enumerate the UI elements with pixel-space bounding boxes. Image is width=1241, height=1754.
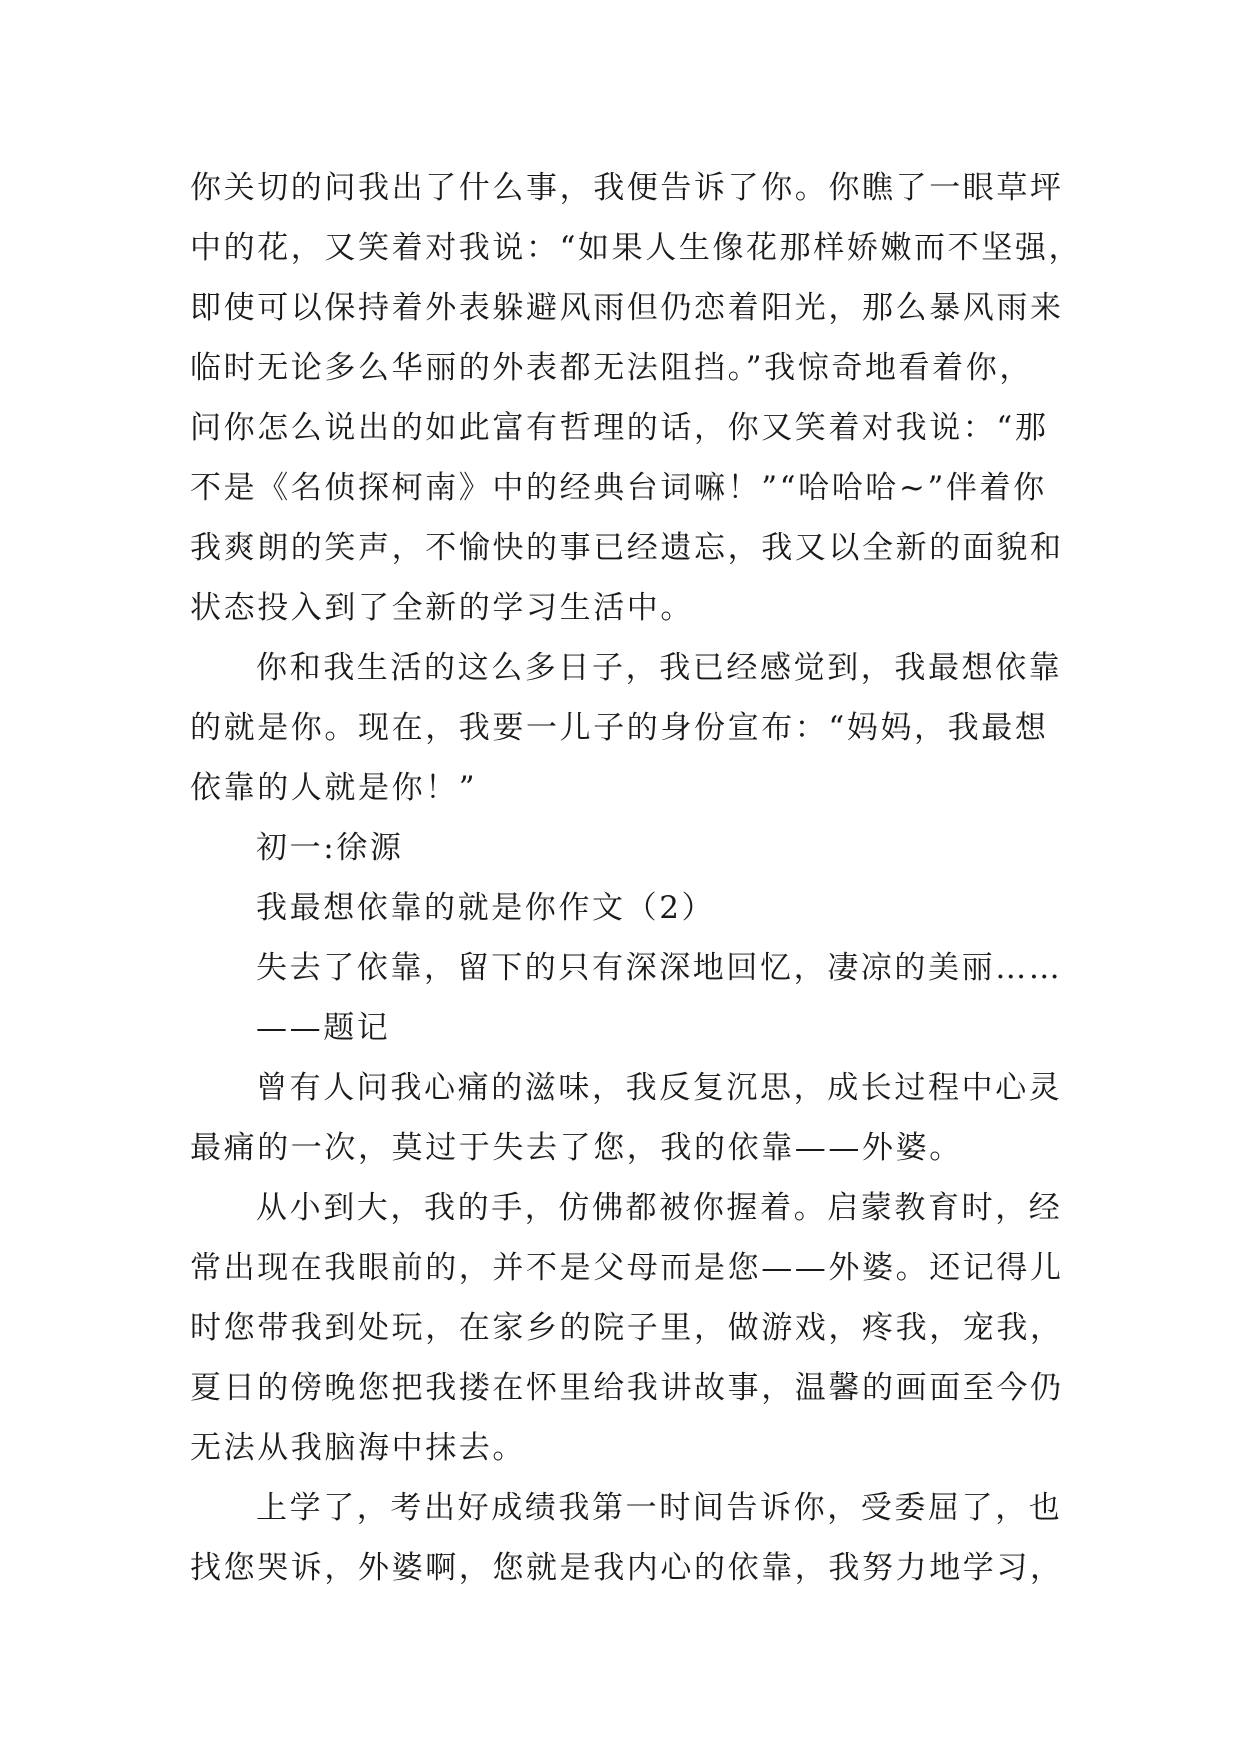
text-line: 我最想依靠的就是你作文（2） [256,890,716,926]
text-line: 的就是你。现在，我要一儿子的身份宣布：“妈妈，我最想 [190,710,1049,746]
text-line: 最痛的一次，莫过于失去了您，我的依靠——外婆。 [190,1130,963,1166]
text-line: 时您带我到处玩，在家乡的院子里，做游戏，疼我，宠我， [190,1310,1064,1346]
text-line: 失去了依靠，留下的只有深深地回忆，凄凉的美丽…… [256,950,1063,986]
text-line: 初一:徐源 [256,830,404,866]
text-line: 常出现在我眼前的，并不是父母而是您——外婆。还记得儿 [190,1250,1064,1286]
text-line: 依靠的人就是你！” [190,770,478,806]
text-line: 找您哭诉，外婆啊，您就是我内心的依靠，我努力地学习， [190,1550,1064,1586]
text-line: 状态投入到了全新的学习生活中。 [190,590,694,626]
text-line: ——题记 [256,1010,391,1046]
text-line: 夏日的傍晚您把我搂在怀里给我讲故事，温馨的画面至今仍 [190,1370,1064,1406]
text-line: 你关切的问我出了什么事，我便告诉了你。你瞧了一眼草坪 [190,170,1064,206]
text-line: 问你怎么说出的如此富有哲理的话，你又笑着对我说：“那 [190,410,1049,446]
text-line: 曾有人问我心痛的滋味，我反复沉思，成长过程中心灵 [256,1070,1063,1106]
document-body [190,158,1083,1598]
text-line: 我爽朗的笑声，不愉快的事已经遗忘，我又以全新的面貌和 [190,530,1064,566]
text-line: 中的花，又笑着对我说：“如果人生像花那样娇嫩而不坚强， [190,230,1083,266]
text-line: 你和我生活的这么多日子，我已经感觉到，我最想依靠 [256,650,1063,686]
text-line: 即使可以保持着外表躲避风雨但仍恋着阳光，那么暴风雨来 [190,290,1064,326]
text-line: 上学了，考出好成绩我第一时间告诉你，受委屈了，也 [256,1490,1063,1526]
text-line: 无法从我脑海中抹去。 [190,1430,526,1466]
text-line: 临时无论多么华丽的外表都无法阻挡。”我惊奇地看着你， [190,350,1033,386]
text-line: 从小到大，我的手，仿佛都被你握着。启蒙教育时，经 [256,1190,1063,1226]
text-line: 不是《名侦探柯南》中的经典台词嘛！”“哈哈哈~”伴着你 [190,470,1047,506]
